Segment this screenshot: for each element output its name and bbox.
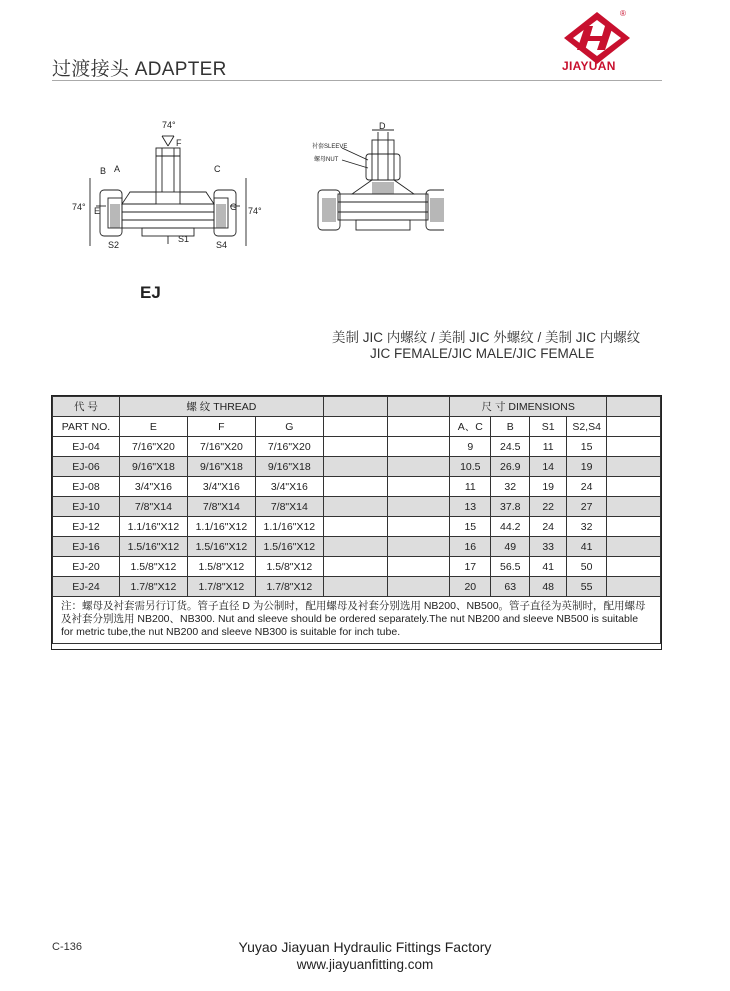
header-dimensions: 尺 寸 DIMENSIONS (450, 397, 607, 417)
registered-mark: ® (620, 9, 626, 18)
table-cell: EJ-04 (53, 437, 120, 457)
label-right-angle: 74° (248, 206, 262, 216)
table-cell (387, 457, 450, 477)
table-cell: 49 (491, 537, 530, 557)
table-cell (323, 577, 387, 597)
header-thread: 螺 纹 THREAD (119, 397, 323, 417)
table-cell: 56.5 (491, 557, 530, 577)
header-divider (52, 80, 662, 81)
table-cell (387, 437, 450, 457)
label-top-angle: 74° (162, 120, 176, 130)
model-code: EJ (140, 283, 161, 302)
table-cell: 41 (567, 537, 607, 557)
table-cell: 1.5/16"X12 (187, 537, 255, 557)
label-a: A (114, 164, 121, 174)
spec-table (52, 396, 661, 644)
table-cell: 37.8 (491, 497, 530, 517)
label-e: E (94, 206, 101, 216)
label-left-angle: 74° (72, 202, 86, 212)
table-cell: 3/4"X16 (255, 477, 323, 497)
table-cell (607, 577, 661, 597)
table-cell: 63 (491, 577, 530, 597)
table-cell: EJ-10 (53, 497, 120, 517)
table-cell: 15 (450, 517, 491, 537)
table-cell: 9/16"X18 (187, 457, 255, 477)
label-s2: S2 (108, 240, 120, 250)
ej-assembly-drawing (312, 122, 444, 254)
table-cell: 50 (567, 557, 607, 577)
table-cell: 3/4"X16 (119, 477, 187, 497)
column-header: PART NO. (53, 417, 120, 437)
table-cell: 33 (530, 537, 567, 557)
table-cell: 1.7/8"X12 (187, 577, 255, 597)
table-cell (607, 497, 661, 517)
table-cell (387, 537, 450, 557)
table-cell: 7/8"X14 (187, 497, 255, 517)
table-cell: 14 (530, 457, 567, 477)
table-row (53, 577, 661, 597)
column-header (323, 417, 387, 437)
label-s4: S4 (216, 240, 228, 250)
table-cell (607, 457, 661, 477)
column-header (607, 417, 661, 437)
table-cell: 9/16"X18 (255, 457, 323, 477)
table-cell (323, 477, 387, 497)
label-g: G (230, 202, 238, 212)
table-cell (323, 517, 387, 537)
table-cell (387, 477, 450, 497)
table-cell (323, 437, 387, 457)
table-cell: 41 (530, 557, 567, 577)
column-header: F (187, 417, 255, 437)
website-url: www.jiayuanfitting.com (296, 957, 434, 972)
table-cell: 3/4"X16 (187, 477, 255, 497)
column-header: B (491, 417, 530, 437)
label-c: C (214, 164, 221, 174)
table-cell: EJ-24 (53, 577, 120, 597)
table-cell (323, 497, 387, 517)
label-s1: S1 (178, 234, 190, 244)
table-cell: 44.2 (491, 517, 530, 537)
header-blank (323, 397, 387, 417)
thread-description-cn: 美制 JIC 内螺纹 / 美制 JIC 外螺纹 / 美制 JIC 内螺纹 (332, 330, 641, 345)
table-cell: 7/16"X20 (255, 437, 323, 457)
table-cell: 19 (530, 477, 567, 497)
table-cell: 1.7/8"X12 (255, 577, 323, 597)
table-cell: 1.7/8"X12 (119, 577, 187, 597)
table-cell: EJ-12 (53, 517, 120, 537)
table-note-row (53, 597, 661, 644)
table-cell (323, 457, 387, 477)
label-b: B (100, 166, 107, 176)
table-cell (607, 437, 661, 457)
label-sleeve: 衬套SLEEVE (312, 144, 348, 150)
table-cell: EJ-16 (53, 537, 120, 557)
table-cell: EJ-20 (53, 557, 120, 577)
table-cell: 7/8"X14 (119, 497, 187, 517)
table-cell: 17 (450, 557, 491, 577)
column-header: G (255, 417, 323, 437)
table-cell: 1.5/8"X12 (255, 557, 323, 577)
table-note: 注：螺母及衬套需另行订货。管子直径 D 为公制时，配用螺母及衬套分别选用 NB200、NB500。管子直径为英制时，配用螺母及衬套分别选用 NB200、NB300. Nut and sleeve should be ordered separately.The nut NB200 and sleeve NB500 is suitable for metric tube,the nut NB200 and sleeve NB300 is suitable for inch tube. (53, 597, 661, 644)
table-cell: 19 (567, 457, 607, 477)
table-cell (607, 537, 661, 557)
table-header-row-2 (53, 417, 661, 437)
factory-name: Yuyao Jiayuan Hydraulic Fittings Factory (238, 939, 492, 955)
table-cell (323, 537, 387, 557)
table-cell: 20 (450, 577, 491, 597)
table-cell: 7/8"X14 (255, 497, 323, 517)
table-cell: 15 (567, 437, 607, 457)
table-cell: 32 (567, 517, 607, 537)
table-row (53, 497, 661, 517)
table-row (53, 537, 661, 557)
table-cell: 7/16"X20 (187, 437, 255, 457)
page-number: C-136 (52, 941, 82, 953)
table-cell: 9/16"X18 (119, 457, 187, 477)
table-cell: EJ-06 (53, 457, 120, 477)
table-cell: 1.1/16"X12 (255, 517, 323, 537)
table-row (53, 477, 661, 497)
table-cell (387, 517, 450, 537)
table-cell (607, 477, 661, 497)
table-cell: 1.1/16"X12 (119, 517, 187, 537)
table-cell: 24 (530, 517, 567, 537)
header-code-cn: 代 号 (53, 397, 120, 417)
table-cell: 1.1/16"X12 (187, 517, 255, 537)
column-header: A、C (450, 417, 491, 437)
table-row (53, 457, 661, 477)
table-cell (607, 517, 661, 537)
table-cell: 11 (450, 477, 491, 497)
page-title: 过渡接头 ADAPTER (52, 59, 227, 80)
header-blank (387, 397, 450, 417)
thread-description-en: JIC FEMALE/JIC MALE/JIC FEMALE (370, 346, 595, 361)
column-header: S1 (530, 417, 567, 437)
header-blank (607, 397, 661, 417)
table-cell: 7/16"X20 (119, 437, 187, 457)
table-cell: 24 (567, 477, 607, 497)
table-cell: 16 (450, 537, 491, 557)
table-cell: 10.5 (450, 457, 491, 477)
label-d: D (379, 122, 386, 131)
table-cell: 55 (567, 577, 607, 597)
table-cell (387, 557, 450, 577)
table-row (53, 557, 661, 577)
table-cell: 1.5/8"X12 (187, 557, 255, 577)
table-cell: 24.5 (491, 437, 530, 457)
table-cell: 1.5/8"X12 (119, 557, 187, 577)
table-cell (387, 497, 450, 517)
table-cell: 1.5/16"X12 (119, 537, 187, 557)
column-header (387, 417, 450, 437)
table-cell: 27 (567, 497, 607, 517)
table-cell (607, 557, 661, 577)
table-cell: 26.9 (491, 457, 530, 477)
table-header-row-1 (53, 397, 661, 417)
label-nut: 螺母NUT (314, 157, 339, 163)
table-cell: 13 (450, 497, 491, 517)
table-cell: 1.5/16"X12 (255, 537, 323, 557)
table-row (53, 437, 661, 457)
table-cell: 32 (491, 477, 530, 497)
table-cell (323, 557, 387, 577)
table-cell: EJ-08 (53, 477, 120, 497)
column-header: E (119, 417, 187, 437)
column-header: S2,S4 (567, 417, 607, 437)
table-cell: 11 (530, 437, 567, 457)
label-f: F (176, 138, 182, 148)
table-cell: 9 (450, 437, 491, 457)
ej-adapter-drawing (70, 118, 270, 256)
table-cell: 22 (530, 497, 567, 517)
brand-name: JIAYUAN (562, 59, 616, 73)
table-row (53, 517, 661, 537)
table-cell: 48 (530, 577, 567, 597)
table-cell (387, 577, 450, 597)
